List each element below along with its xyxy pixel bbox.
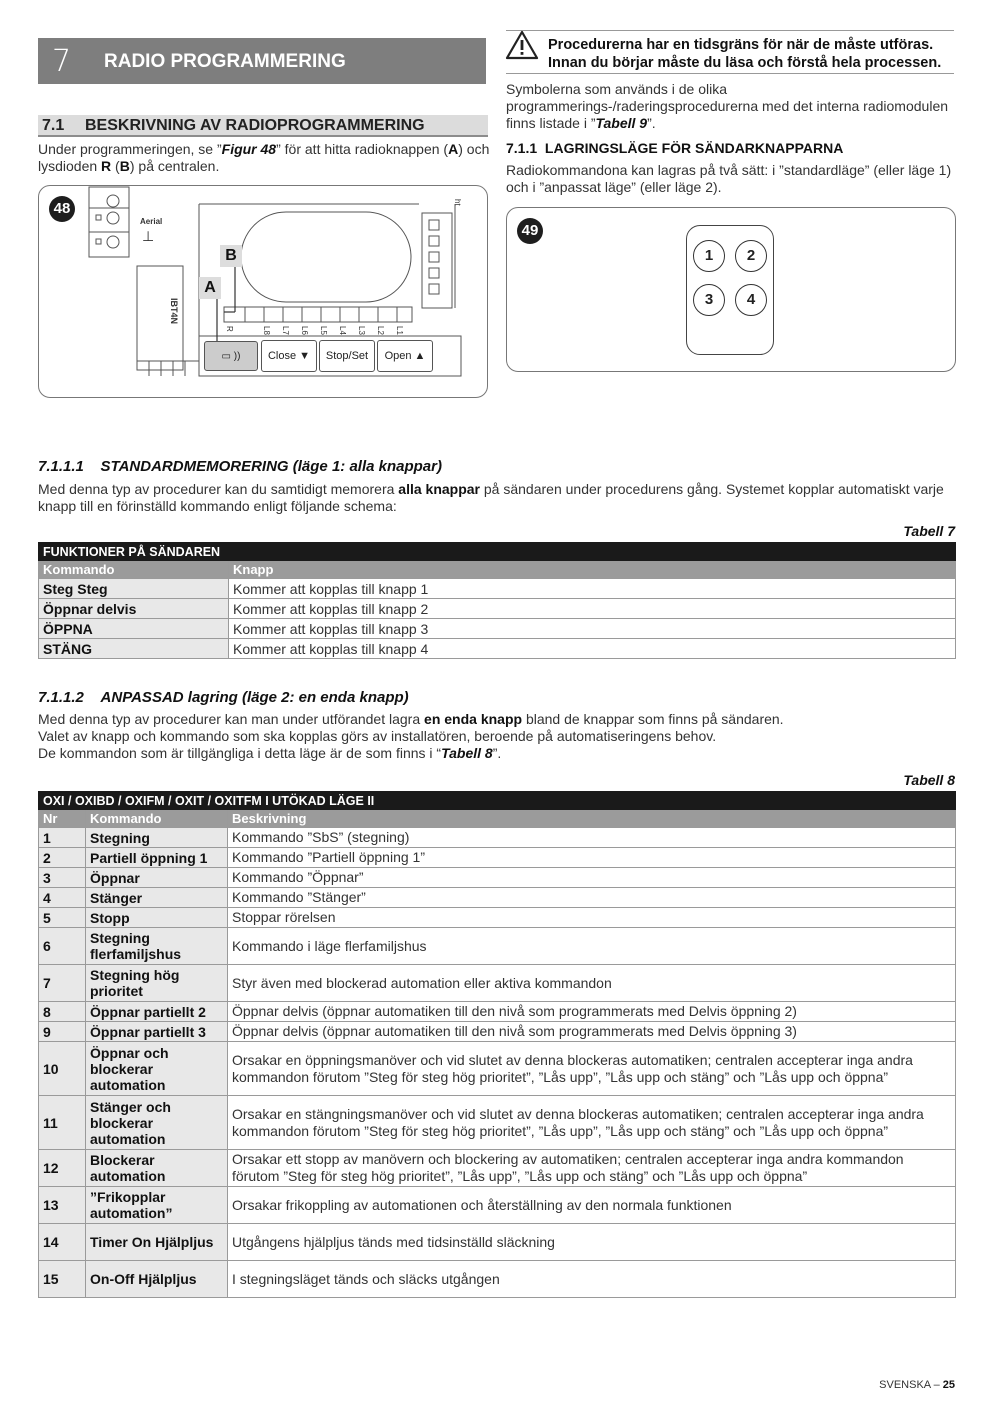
symbols-paragraph [506,81,956,132]
warning-divider-bottom [506,73,954,74]
table-row [39,1187,956,1224]
table-row [39,599,956,619]
number-cell: 12 [39,1150,86,1187]
warning-triangle-icon [505,30,539,60]
section-number: 7.1 [42,117,65,134]
table-row [39,848,956,868]
table-8-ref[interactable]: Tabell 8 [441,745,493,761]
command-cell: Stegning [86,828,228,848]
text-segment: ) och lysdioden [38,141,490,174]
table-row [39,639,956,659]
page-footer [879,1379,955,1391]
section-7-1-1-2-line-3 [38,745,956,762]
figure-48 [38,185,488,398]
section-7-1-text [38,141,490,175]
command-cell: Öppnar [86,868,228,888]
text-segment: ”. [492,745,502,761]
number-cell: 13 [39,1187,86,1224]
text-segment: ” för att hitta radioknappen ( [276,141,449,157]
number-cell: 15 [39,1261,86,1298]
table-7 [38,542,956,659]
radio-icon: ▭ )) [221,351,241,362]
number-cell: 8 [39,1002,86,1022]
led-label-l4: L4 [338,326,347,335]
table-row [39,888,956,908]
symbols-table-ref[interactable]: Tabell 9 [595,115,648,131]
table-7-caption: Tabell 7 [903,523,955,539]
table-row [39,1224,956,1261]
section-number: 7.1.1.1 [38,458,84,475]
number-cell: 14 [39,1224,86,1261]
command-cell: Stänger och blockerar automation [86,1096,228,1150]
table-row [39,828,956,848]
remote-button-1[interactable]: 1 [693,240,725,272]
section-heading-7-1-1-1 [38,458,442,475]
table-row [39,1042,956,1096]
chapter-header [38,38,486,84]
description-cell: Orsakar en stängningsmanöver och vid slutet av denna blockeras automatiken; centralen accepterar inga andra kommandon förutom ”Steg för steg hög prioritet”, ”Lås upp”, ”Lås upp och stäng” och ”Lås upp och öppna” [228,1096,956,1150]
text-segment: De kommandon som är tillgängliga i detta läge är de som finns i “ [38,745,442,761]
text-segment: ) på centralen. [129,158,220,174]
command-cell: Stegning hög prioritet [86,965,228,1002]
aerial-label: Aerial [140,217,163,226]
text-bold: en enda knapp [424,711,523,727]
symbols-text-post: ”. [647,115,656,131]
section-7-1-1-2-line-1 [38,711,956,728]
led-label-l3: L3 [357,326,366,335]
command-cell: Stegning flerfamiljshus [86,928,228,965]
number-cell: 9 [39,1022,86,1042]
text-segment: Under programmeringen, se ” [38,141,222,157]
command-cell: ”Frikopplar automation” [86,1187,228,1224]
command-cell: Steg Steg [39,579,229,599]
led-label-l5: L5 [319,326,328,335]
number-cell: 10 [39,1042,86,1096]
section-7-1-1-text: Radiokommandona kan lagras på två sätt: i ”standardläge” (eller läge 1) och i ”anpassat läge” (eller läge 2). [506,162,952,195]
close-button[interactable]: Close ▼ [261,340,317,372]
section-title: LAGRINGSLÄGE FÖR SÄNDARKNAPPARNA [544,140,844,156]
table-row [39,908,956,928]
figure-48-ref[interactable]: Figur 48 [221,141,277,157]
remote-control [686,225,774,355]
table-row [39,1096,956,1150]
text-bold: alla knappar [398,481,480,497]
table-8-caption: Tabell 8 [903,772,955,788]
section-heading-7-1-1 [506,140,843,156]
text-segment: på sändaren under procedurens gång. Systemet kopplar automatiskt varje knapp till en förinställd kommando enligt följande schema: [38,481,944,514]
command-cell: Öppnar och blockerar automation [86,1042,228,1096]
section-number: 7.1.1 [506,140,538,156]
description-cell: Styr även med blockerad automation eller aktiva kommandon [228,965,956,1002]
remote-button-2[interactable]: 2 [735,240,767,272]
table-title: FUNKTIONER PÅ SÄNDAREN [39,543,956,561]
section-heading-7-1-1-2 [38,689,409,706]
page-number: 25 [942,1379,955,1391]
number-cell: 6 [39,928,86,965]
led-label-l2: L2 [376,326,385,335]
text-segment: Med denna typ av procedurer kan du samtidigt memorera [38,481,399,497]
description-cell: Stoppar rörelsen [228,908,956,928]
command-cell: Öppnar partiellt 2 [86,1002,228,1022]
description-cell: Kommando ”Öppnar” [228,868,956,888]
number-cell: 1 [39,828,86,848]
footer-language: SVENSKA – [879,1379,943,1391]
description-cell: Kommando i läge flerfamiljshus [228,928,956,965]
description-cell: Utgångens hjälpljus tänds med tidsinställd släckning [228,1224,956,1261]
led-label-l8: L8 [262,326,271,335]
table-row [39,619,956,639]
command-cell: Blockerar automation [86,1150,228,1187]
led-label-l6: L6 [300,326,309,335]
description-cell: I stegningsläget tänds och släcks utgången [228,1261,956,1298]
number-cell: 11 [39,1096,86,1150]
table-row [39,965,956,1002]
command-cell: Timer On Hjälpljus [86,1224,228,1261]
led-label-l1: L1 [395,326,404,335]
ht-label: ht [453,199,462,206]
stop-set-button[interactable]: Stop/Set [319,340,375,372]
command-cell: Öppnar partiellt 3 [86,1022,228,1042]
column-header: Beskrivning [228,810,956,828]
figure-number: 48 [49,196,75,222]
aerial-icon: ⊥ [142,228,155,244]
label-a-ref: A [448,141,459,157]
number-cell: 2 [39,848,86,868]
description-cell: Orsakar frikoppling av automationen och återställning av den normala funktionen [228,1187,956,1224]
table-8 [38,791,956,1298]
description-cell: Orsakar ett stopp av manövern och blockering av automatiken; centralen accepterar inga andra kommandon förutom ”Steg för steg hög prioritet”, ”Lås upp”, ”Lås upp och stäng” och ”Lås upp och öppna” [228,1150,956,1187]
open-button[interactable]: Open ▲ [377,340,433,372]
chapter-title: RADIO PROGRAMMERING [104,51,346,72]
label-b: B [220,245,242,267]
label-b-ref: B [119,158,130,174]
remote-button-3[interactable]: 3 [693,284,725,316]
led-label-r: R [225,326,234,332]
command-cell: Stopp [86,908,228,928]
table-row [39,1150,956,1187]
command-cell: Stänger [86,888,228,908]
description-cell: Kommando ”Stänger” [228,888,956,908]
section-7-1-1-2-line-2: Valet av knapp och kommando som ska kopplas görs av installatören, beroende på automatiseringens behov. [38,728,717,744]
command-cell: Partiell öppning 1 [86,848,228,868]
label-a: A [199,277,221,299]
column-header: Kommando [39,561,229,579]
number-cell: 3 [39,868,86,888]
radio-button[interactable] [204,341,258,371]
column-header: Kommando [86,810,228,828]
remote-button-4[interactable]: 4 [735,284,767,316]
description-cell: Öppnar delvis (öppnar automatiken till den nivå som programmerats med Delvis öppning 3) [228,1022,956,1042]
description-cell: Öppnar delvis (öppnar automatiken till den nivå som programmerats med Delvis öppning 2) [228,1002,956,1022]
number-cell: 5 [39,908,86,928]
number-cell: 4 [39,888,86,908]
button-cell: Kommer att kopplas till knapp 1 [229,579,956,599]
column-header: Nr [39,810,86,828]
figure-49 [506,207,956,372]
text-segment: Med denna typ av procedurer kan man under utförandet lagra [38,711,425,727]
command-cell: Öppnar delvis [39,599,229,619]
figure-number: 49 [517,218,543,244]
table-row [39,579,956,599]
description-cell: Kommando ”Partiell öppning 1” [228,848,956,868]
warning-text: Procedurerna har en tidsgräns för när de måste utföras. Innan du börjar måste du läsa och förstå hela processen. [548,37,942,71]
led-label-l7: L7 [281,326,290,335]
text-segment: bland de knappar som finns på sändaren. [522,711,784,727]
table-row [39,1002,956,1022]
table-title: OXI / OXIBD / OXIFM / OXIT / OXITFM I UTÖKAD LÄGE II [39,792,956,810]
table-row [39,1022,956,1042]
command-cell: STÄNG [39,639,229,659]
command-cell: On-Off Hjälpljus [86,1261,228,1298]
text-segment: ( [111,158,120,174]
chapter-number: 7 [52,44,72,79]
section-number: 7.1.1.2 [38,689,84,706]
button-cell: Kommer att kopplas till knapp 2 [229,599,956,619]
section-title: BESKRIVNING AV RADIOPROGRAMMERING [85,117,425,134]
section-title: STANDARDMEMORERING (läge 1: alla knappar) [100,458,442,475]
table-row [39,868,956,888]
symbols-text-pre: Symbolerna som används i de olika programmerings-/raderingsprocedurerna med det interna radiomodulen finns listade i ” [506,81,949,131]
section-7-1-1-1-text [38,481,956,515]
button-cell: Kommer att kopplas till knapp 4 [229,639,956,659]
command-cell: ÖPPNA [39,619,229,639]
section-title: ANPASSAD lagring (läge 2: en enda knapp) [100,689,409,706]
label-r-ref: R [101,158,112,174]
table-row [39,1261,956,1298]
description-cell: Kommando ”SbS” (stegning) [228,828,956,848]
table-row [39,928,956,965]
warning-divider [506,30,954,31]
description-cell: Orsakar en öppningsmanöver och vid slutet av denna blockeras automatiken; centralen accepterar inga andra kommandon förutom ”Steg för steg hög prioritet”, ”Lås upp”, ”Lås upp och stäng” och ”Lås upp och öppna” [228,1042,956,1096]
button-cell: Kommer att kopplas till knapp 3 [229,619,956,639]
ibt4n-label: IBT4N [169,298,179,325]
section-heading-7-1 [38,115,488,137]
number-cell: 7 [39,965,86,1002]
column-header: Knapp [229,561,956,579]
